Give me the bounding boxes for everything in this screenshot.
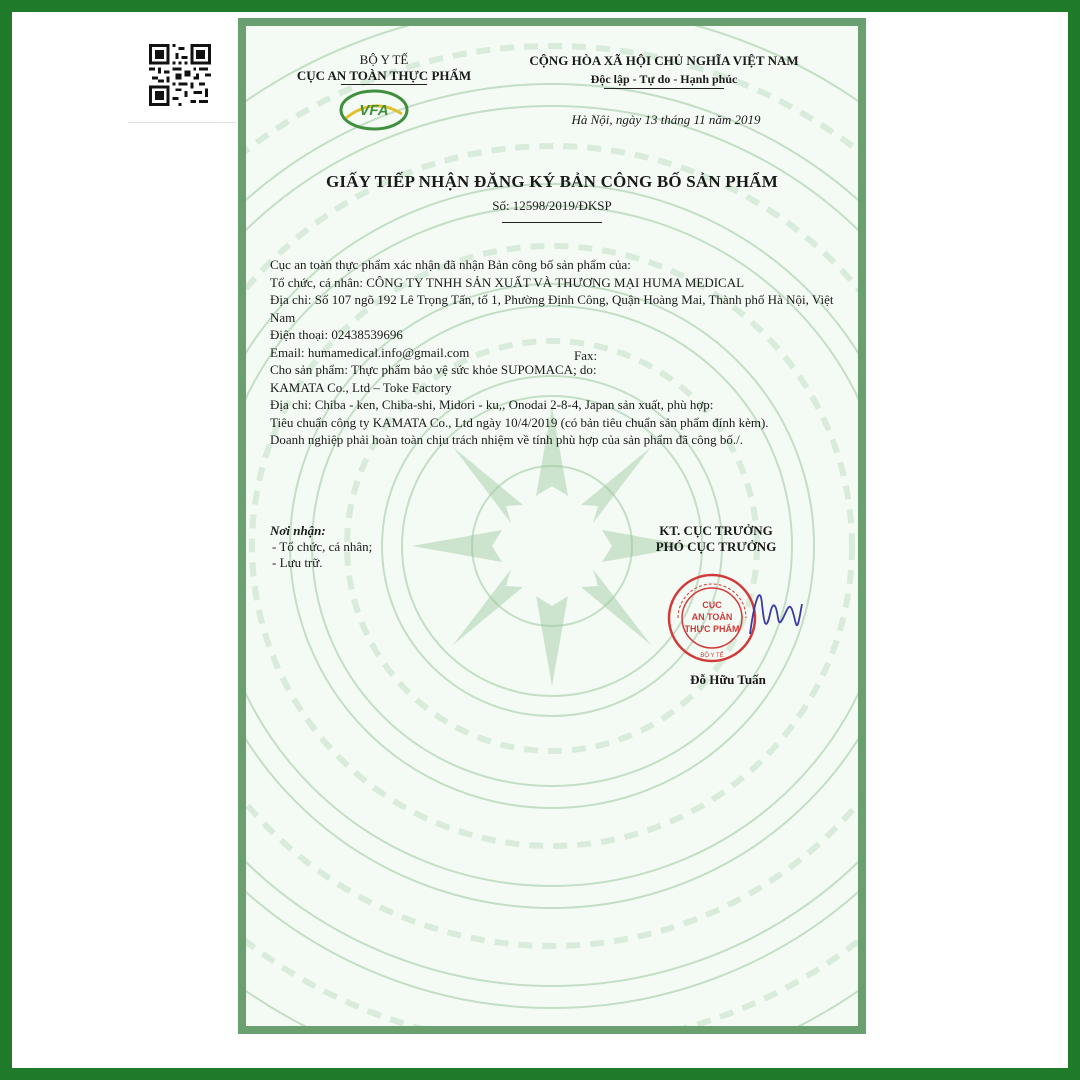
recipients-list (272, 539, 372, 571)
list-item: - Lưu trữ. (272, 555, 323, 570)
header-left (264, 52, 504, 84)
fax: Fax: (574, 348, 598, 363)
motto: Độc lập - Tự do - Hạnh phúc (590, 72, 738, 86)
document-title: GIẤY TIẾP NHẬN ĐĂNG KÝ BẢN CÔNG BỐ SẢN PHẨM (325, 172, 779, 191)
address: Địa chỉ: Số 107 ngõ 192 Lê Trọng Tấn, tổ 1, Phường Định Công, Quận Hoàng Mai, Thành phố Hà Nội, Việt Nam (270, 292, 834, 325)
header-right (494, 52, 834, 88)
signatory-line2: PHÓ CỤC TRƯỞNG (655, 539, 777, 554)
responsibility: Doanh nghiệp phải hoàn toàn chịu trách nhiệm về tính phù hợp của sản phẩm đã công bố./. (270, 432, 743, 447)
ministry-name: BỘ Y TẾ (359, 52, 409, 67)
manufacturer-address: Địa chỉ: Chiba - ken, Chiba-shi, Midori - ku,, Onodai 2-8-4, Japan sản xuất, phù hợp: (270, 397, 714, 412)
certificate (238, 18, 866, 1034)
document-body (270, 256, 844, 449)
document-number: Số: 12598/2019/ĐKSP (492, 198, 612, 213)
product: Cho sản phẩm: Thực phẩm bảo vệ sức khỏe SUPOMACA; do: (270, 362, 597, 377)
signatory-title (606, 523, 826, 555)
standard: Tiêu chuẩn công ty KAMATA Co., Ltd ngày 10/4/2019 (có bản tiêu chuẩn sản phẩm đính kèm). (270, 414, 769, 430)
country-name: CỘNG HÒA XÃ HỘI CHỦ NGHĨA VIỆT NAM (529, 53, 799, 68)
vfa-logo (338, 84, 410, 132)
svg-text:VFA: VFA (359, 102, 389, 119)
agency-name: CỤC AN TOÀN THỰC PHẨM (296, 68, 472, 83)
intro-text: Cục an toàn thực phẩm xác nhận đã nhận Bản công bố sản phẩm của: (270, 257, 631, 272)
email: Email: humamedical.info@gmail.com (270, 344, 470, 360)
phone: Điện thoại: 02438539696 (270, 327, 403, 342)
qr-code (148, 44, 212, 106)
organization: Tổ chức, cá nhân: CÔNG TY TNHH SẢN XUẤT VÀ THƯƠNG MẠI HUMA MEDICAL (270, 274, 745, 290)
signatory-line1: KT. CỤC TRƯỞNG (659, 523, 773, 538)
manufacturer: KAMATA Co., Ltd – Toke Factory (270, 379, 452, 395)
divider (502, 222, 602, 223)
list-item: - Tổ chức, cá nhân; (272, 539, 373, 554)
divider (128, 122, 236, 123)
divider (604, 88, 724, 89)
svg-text:BỘ Y TẾ: BỘ Y TẾ (700, 653, 724, 659)
issue-date: Hà Nội, ngày 13 tháng 11 năm 2019 (571, 112, 761, 127)
svg-text:CỤC: CỤC (702, 600, 722, 610)
handwritten-signature (740, 574, 810, 644)
recipients-title: Nơi nhận: (270, 523, 326, 538)
signer-name: Đỗ Hữu Tuấn (690, 672, 766, 687)
svg-text:THỰC PHẨM: THỰC PHẨM (684, 624, 740, 634)
svg-text:AN TOÀN: AN TOÀN (691, 612, 733, 622)
